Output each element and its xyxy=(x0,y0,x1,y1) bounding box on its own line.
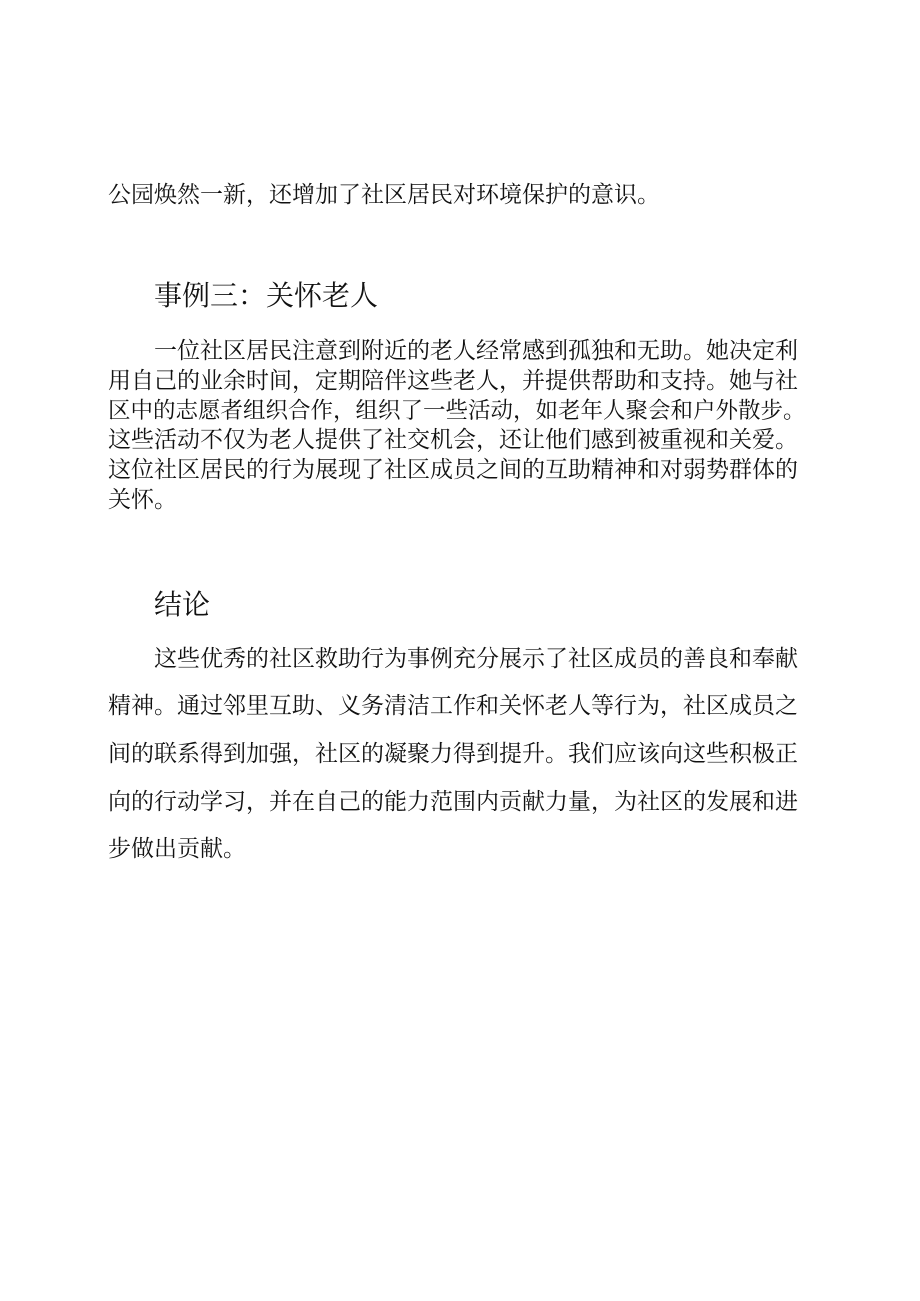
conclusion-line-1: 这些优秀的社区救助行为事例充分展示了社区成员的善良和奉献 xyxy=(154,646,798,672)
conclusion-line-2: 精神。通过邻里互助、义务清洁工作和关怀老人等行为，社区成员之 xyxy=(108,693,798,719)
section-three-line-6: 关怀。 xyxy=(108,487,177,513)
section-three-title: 事例三：关怀老人 xyxy=(154,279,379,312)
section-three-line-4: 这些活动不仅为老人提供了社交机会，还让他们感到被重视和关爱。 xyxy=(108,427,798,453)
conclusion-title: 结论 xyxy=(154,588,211,621)
carryover-paragraph-line-1: 公园焕然一新，还增加了社区居民对环境保护的意识。 xyxy=(108,182,660,208)
section-three-line-5: 这位社区居民的行为展现了社区成员之间的互助精神和对弱势群体的 xyxy=(108,457,798,483)
conclusion-line-3: 间的联系得到加强，社区的凝聚力得到提升。我们应该向这些积极正 xyxy=(108,741,798,767)
section-three-line-3: 区中的志愿者组织合作，组织了一些活动，如老年人聚会和户外散步。 xyxy=(108,398,806,424)
section-three-line-1: 一位社区居民注意到附近的老人经常感到孤独和无助。她决定利 xyxy=(154,338,798,364)
section-three-line-2: 用自己的业余时间，定期陪伴这些老人，并提供帮助和支持。她与社 xyxy=(108,368,798,394)
conclusion-line-4: 向的行动学习，并在自己的能力范围内贡献力量，为社区的发展和进 xyxy=(108,789,798,815)
conclusion-line-5: 步做出贡献。 xyxy=(108,836,246,862)
